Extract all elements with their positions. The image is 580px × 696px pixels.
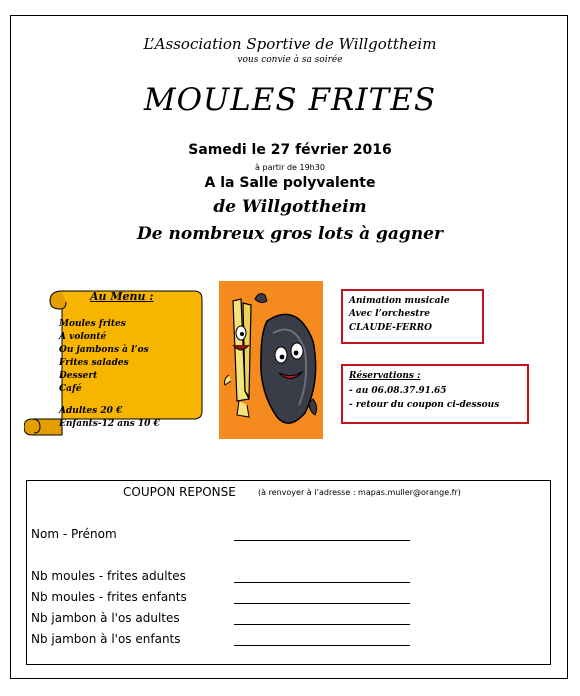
coupon-title: COUPON REPONSE [123, 485, 236, 499]
field-line-jambon-children[interactable] [234, 645, 410, 646]
menu-title: Au Menu : [90, 290, 154, 303]
event-title: MOULES FRITES [143, 82, 437, 118]
event-time: à partir de 19h30 [255, 163, 325, 172]
menu-item: Moules frites [59, 319, 126, 329]
reservations-box [341, 364, 529, 424]
field-line-name[interactable] [234, 540, 410, 541]
event-town: de Willgottheim [213, 197, 367, 217]
event-date: Samedi le 27 février 2016 [188, 142, 392, 158]
menu-item: Dessert [59, 371, 98, 381]
event-venue: A la Salle polyvalente [204, 175, 376, 191]
animation-line: Animation musicale [349, 296, 450, 306]
field-label-name: Nom - Prénom [31, 527, 117, 541]
animation-box [341, 289, 484, 344]
animation-line: CLAUDE-FERRO [349, 323, 432, 333]
moule-frite-cartoon-icon [219, 281, 323, 439]
association-name: L’Association Sportive de Willgottheim [143, 35, 437, 53]
menu-item: Café [59, 384, 82, 394]
menu-price: Enfants-12 ans 10 € [59, 419, 160, 429]
menu-item: A volonté [59, 332, 107, 342]
field-line-moules-children[interactable] [234, 603, 410, 604]
reservations-line: - retour du coupon ci-dessous [349, 400, 500, 410]
invitation-text: vous convie à sa soirée [237, 55, 343, 65]
animation-line: Avec l’orchestre [349, 309, 430, 319]
menu-price: Adultes 20 € [59, 406, 123, 416]
field-label-jambon-adults: Nb jambon à l'os adultes [31, 611, 180, 625]
prizes-text: De nombreux gros lots à gagner [137, 224, 443, 244]
field-line-moules-adults[interactable] [234, 582, 410, 583]
field-line-jambon-adults[interactable] [234, 624, 410, 625]
menu-item: Ou jambons à l’os [59, 345, 149, 355]
reservations-heading: Réservations : [349, 371, 421, 381]
reservations-line: - au 06.08.37.91.65 [349, 386, 447, 396]
field-label-jambon-children: Nb jambon à l'os enfants [31, 632, 181, 646]
menu-item: Frites salades [59, 358, 129, 368]
field-label-moules-children: Nb moules - frites enfants [31, 590, 187, 604]
field-label-moules-adults: Nb moules - frites adultes [31, 569, 186, 583]
coupon-note: (à renvoyer à l’adresse : mapas.muller@orange.fr) [258, 488, 461, 497]
